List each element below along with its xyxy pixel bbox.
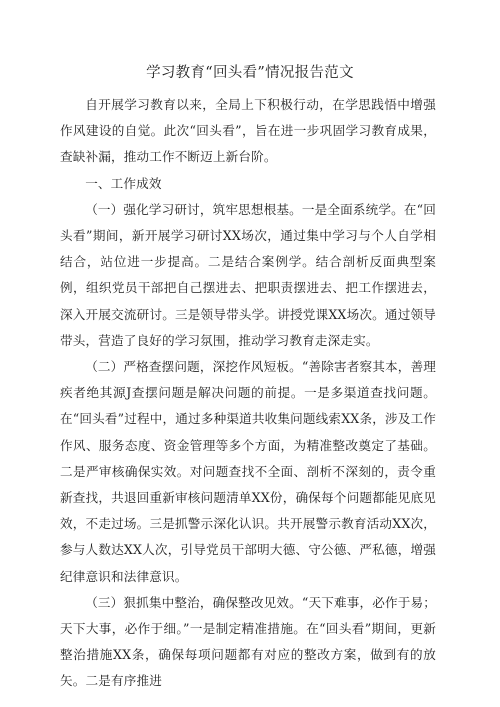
paragraph-rectification: （三）狠抓集中整治，确保整改见效。“天下难事，必作于易；天下大事，必作于细。”一是制定精准措施。在“回头看”期间，更新整治措施XX条，确保每项问题都有对应的整改方案，做到有的放矢。二是有序推进 [60,594,436,689]
document-title: 学习教育“回头看”情况报告范文 [146,65,354,81]
document-body [60,92,436,695]
section-heading-work-results: 一、工作成效 [85,175,162,191]
paragraph-study-discussion: （一）强化学习研讨，筑牢思想根基。一是全面系统学。在“回头看”期间，新开展学习研讨XX场次，通过集中学习与个人自学相结合，站位进一步提高。二是结合案例学。结合剖析反面典型案例，组织党员干部把自己摆进去、把职责摆进去、把工作摆进去，深入开展交流研讨。三是领导带头学。讲授党课XX场次。通过领导带头，营造了良好的学习氛围，推动学习教育走深走实。 [60,201,436,348]
intro-paragraph: 自开展学习教育以来，全局上下积极行动，在学思践悟中增强作风建设的自觉。此次“回头看”，旨在进一步巩固学习教育成果，查缺补漏，推动工作不断迈上新台阶。 [60,97,436,165]
paragraph-problem-finding: （二）严格查摆问题，深挖作风短板。“善除害者察其本，善理疾者绝其源J查摆问题是解决问题的前提。一是多渠道查找问题。在“回头看”过程中，通过多种渠道共收集问题线索XX条，涉及工作作风、服务态度、资金管理等多个方面，为精准整改奠定了基础。二是严审核确保实效。对问题查找不全面、剖析不深刻的，责令重新查找，共退回重新审核问题清单XX份，确保每个问题都能见底见效，不走过场。三是抓警示深化认识。共开展警示教育活动XX次，参与人数达XX人次，引导党员干部明大德、守公德、严私德，增强纪律意识和法律意识。 [60,359,436,584]
